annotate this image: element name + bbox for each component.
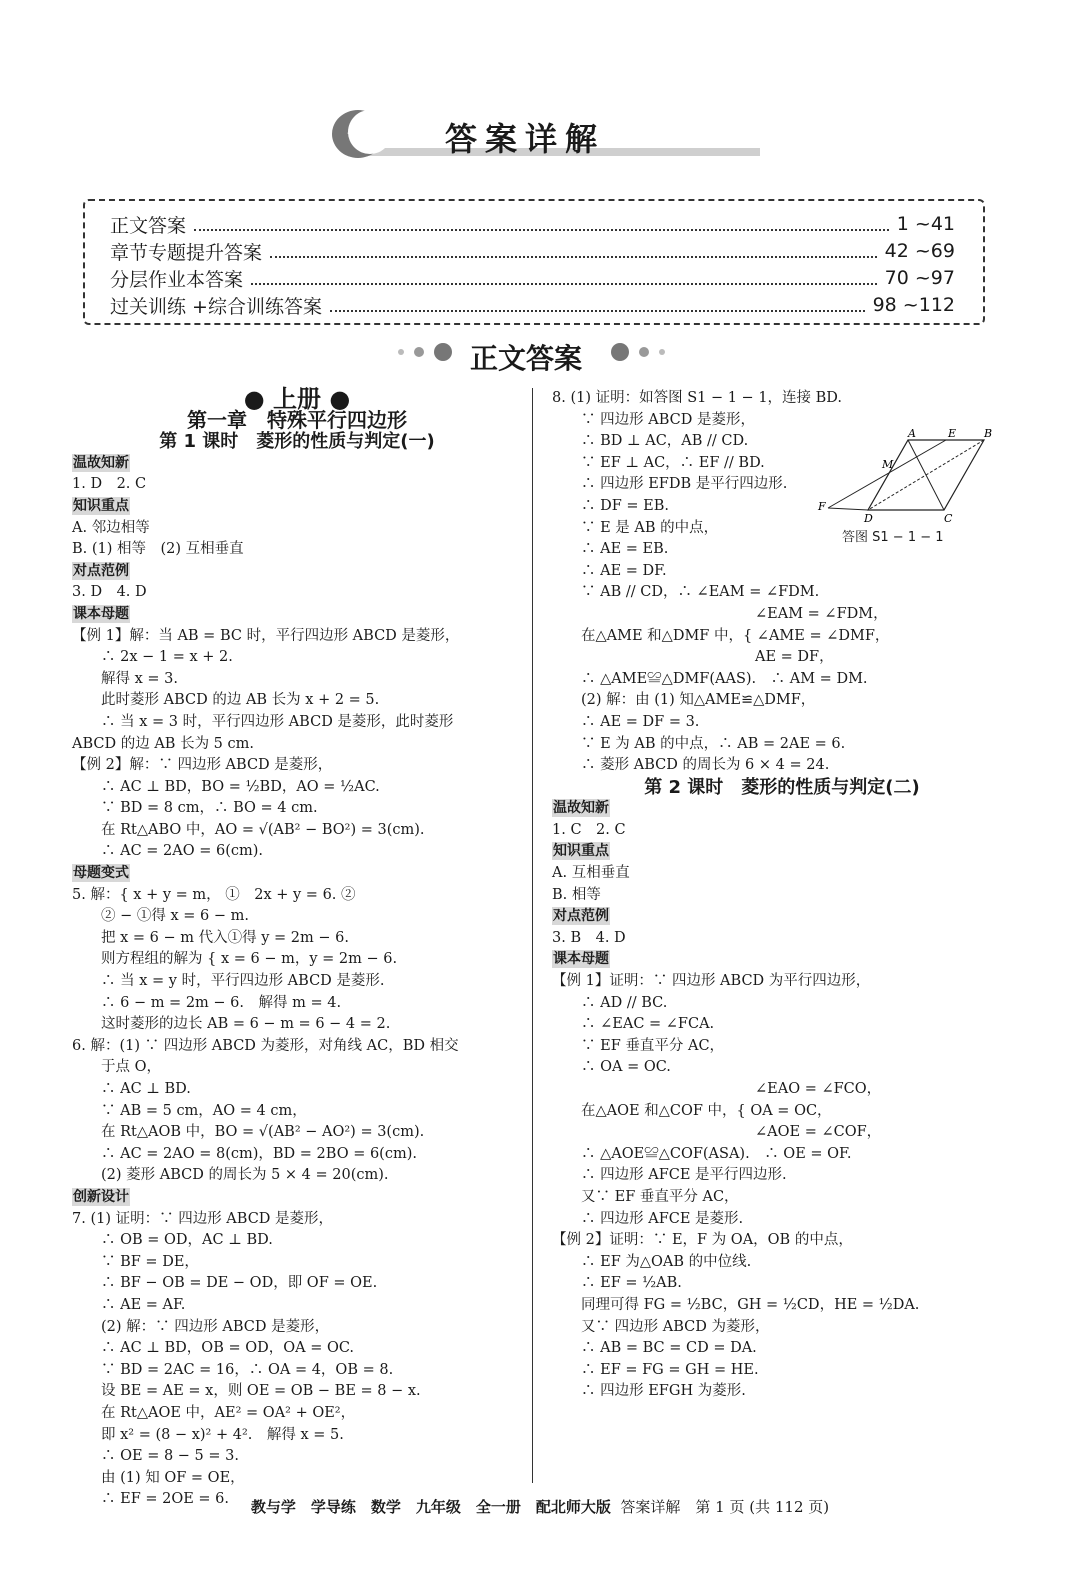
answer-line: 同理可得 FG = ½BC，GH = ½CD，HE = ½DA. xyxy=(552,1296,920,1313)
answer-line: 【例 1】证明：∵ 四边形 ABCD 为平行四边形， xyxy=(552,973,871,990)
answer-line: ABCD 的边 AB 长为 5 cm. xyxy=(72,735,254,752)
section-title: 正文答案 xyxy=(470,342,583,375)
answer-line: ∴ AD // BC. xyxy=(552,994,668,1011)
toc-row[interactable] xyxy=(110,265,955,291)
answer-line: 5. 解：{ x + y = m， ① 2x + y = 6. ② xyxy=(72,886,356,903)
fig-label-B: B xyxy=(984,428,993,440)
svg-text:★: ★ xyxy=(346,125,361,144)
toc-row[interactable] xyxy=(110,211,955,237)
answer-line: 【例 1】解：当 AB = BC 时，平行四边形 ABCD 是菱形， xyxy=(72,627,460,644)
answer-line: 【例 2】解：∵ 四边形 ABCD 是菱形， xyxy=(72,757,333,774)
category-tag: 课本母题 xyxy=(73,605,129,622)
section-dots-right xyxy=(608,342,668,362)
answer-line: ∴ AC = 2AO = 6(cm). xyxy=(72,843,264,860)
answer-line xyxy=(72,496,522,518)
header-banner xyxy=(330,108,770,160)
answer-line: 在△AME 和△DMF 中，{ ∠AME = ∠DMF， xyxy=(552,627,890,644)
page-footer xyxy=(0,1496,1080,1517)
answer-line: ∴ ∠EAC = ∠FCA. xyxy=(552,1016,715,1033)
answer-line: ∴ △AME≌△DMF(AAS). ∴ AM = DM. xyxy=(552,670,868,687)
toc-label: 分层作业本答案 xyxy=(110,268,244,291)
answer-line: ∴ 四边形 EFDB 是平行四边形. xyxy=(552,476,788,493)
answer-line: ∴ OA = OC. xyxy=(552,1059,671,1076)
answer-line: 1. D 2. C xyxy=(72,476,147,493)
answer-line: ∴ AC ⊥ BD. xyxy=(72,1081,191,1097)
answer-line: 6. 解：(1) ∵ 四边形 ABCD 为菱形，对角线 AC，BD 相交 xyxy=(72,1037,459,1054)
volume-title: ● 上册 ● xyxy=(243,384,351,413)
answer-line: ∴ EF = 2OE = 6. xyxy=(72,1491,230,1508)
answer-line: (2) 菱形 ABCD 的周长为 5 × 4 = 20(cm). xyxy=(72,1167,389,1184)
answer-line: ∠EAM = ∠FDM， xyxy=(552,605,888,622)
fig-label-E: E xyxy=(948,428,957,440)
answer-line: ∴ △AOE≌△COF(ASA). ∴ OE = OF. xyxy=(552,1145,852,1162)
answer-line: ∴ 四边形 AFCE 是菱形. xyxy=(552,1210,744,1227)
toc-pages: 98 ~112 xyxy=(872,294,955,316)
chapter-title: 第一章 特殊平行四边形 xyxy=(187,407,407,432)
left-answer-lines xyxy=(72,453,522,1511)
answer-line: ∴ EF = ½AB. xyxy=(552,1275,682,1292)
answer-line: A. 互相垂直 xyxy=(552,865,630,882)
answer-line: 又∵ EF 垂直平分 AC， xyxy=(552,1188,739,1205)
left-column xyxy=(72,384,522,1511)
answer-line: A. 邻边相等 xyxy=(72,519,150,536)
figure-diagram xyxy=(810,428,1000,528)
answer-line: 于点 O， xyxy=(72,1059,161,1076)
toc-label: 过关训练 +综合训练答案 xyxy=(110,295,322,318)
answer-line: ∴ 四边形 AFCE 是平行四边形. xyxy=(552,1167,787,1184)
toc-pages: 42 ~69 xyxy=(884,240,955,262)
section-dots-left xyxy=(395,342,455,362)
answer-line: ∴ 当 x = 3 时，平行四边形 ABCD 是菱形，此时菱形 xyxy=(72,713,454,730)
answer-line: ∴ 四边形 EFGH 为菱形. xyxy=(552,1383,746,1400)
category-tag: 母题变式 xyxy=(73,865,129,882)
answer-line: 在 Rt△AOB 中，BO = √(AB² − AO²) = 3(cm). xyxy=(72,1124,425,1141)
answer-line: B. (1) 相等 (2) 互相垂直 xyxy=(72,541,244,558)
answer-line xyxy=(72,561,522,583)
answer-line: ∴ EF 为△OAB 的中位线. xyxy=(552,1253,752,1270)
fig-label-M: M xyxy=(882,458,894,471)
answer-line xyxy=(72,604,522,626)
answer-line: 7. (1) 证明：∵ 四边形 ABCD 是菱形， xyxy=(72,1210,334,1227)
fig-label-D: D xyxy=(864,512,873,525)
answer-line: ∴ OE = 8 − 5 = 3. xyxy=(72,1448,239,1465)
answer-line: 设 BE = AE = x，则 OE = OB − BE = 8 − x. xyxy=(72,1383,421,1400)
fig-label-F: F xyxy=(818,500,826,513)
answer-line: ∵ E 为 AB 的中点，∴ AB = 2AE = 6. xyxy=(552,735,846,752)
category-tag: 温故知新 xyxy=(553,800,609,817)
category-tag: 创新设计 xyxy=(73,1188,129,1205)
category-tag: 温故知新 xyxy=(73,454,129,471)
answer-line: ∵ AB = 5 cm，AO = 4 cm， xyxy=(72,1102,307,1119)
answer-line: ∴ 6 − m = 2m − 6. 解得 m = 4. xyxy=(72,994,342,1011)
answer-line: ∴ AE = EB. xyxy=(552,541,669,558)
answer-line: ∴ 当 x = y 时，平行四边形 ABCD 是菱形. xyxy=(72,973,385,990)
figure-rhombus xyxy=(810,428,1000,548)
answer-line: ∴ AC = 2AO = 8(cm)，BD = 2BO = 6(cm). xyxy=(72,1145,417,1162)
category-tag: 课本母题 xyxy=(553,951,609,968)
toc-label: 正文答案 xyxy=(110,214,187,237)
answer-line xyxy=(552,949,1012,971)
lesson-title-2: 第 2 课时 菱形的性质与判定(二) xyxy=(644,776,920,798)
answer-line: ∵ 四边形 ABCD 是菱形， xyxy=(552,411,755,428)
answer-line: 则方程组的解为 { x = 6 − m，y = 2m − 6. xyxy=(72,951,398,968)
answer-line: ∵ E 是 AB 的中点， xyxy=(552,519,719,536)
table-of-contents xyxy=(83,199,985,325)
toc-label: 章节专题提升答案 xyxy=(110,241,263,264)
fig-label-A: A xyxy=(908,428,916,440)
answer-line: (2) 解：由 (1) 知△AME≌△DMF， xyxy=(552,692,816,709)
answer-line: ∴ AC ⊥ BD，OB = OD，OA = OC. xyxy=(72,1340,355,1357)
answer-line: ∵ EF 垂直平分 AC， xyxy=(552,1037,725,1054)
toc-pages: 1 ~41 xyxy=(896,213,955,235)
answer-line: 把 x = 6 − m 代入①得 y = 2m − 6. xyxy=(72,929,349,946)
answer-line: 【例 2】证明：∵ E，F 为 OA，OB 的中点， xyxy=(552,1232,853,1249)
answer-line: ∴ BD ⊥ AC，AB // CD. xyxy=(552,433,749,450)
answer-line: ∴ AE = DF = 3. xyxy=(552,713,700,730)
answer-line: 由 (1) 知 OF = OE， xyxy=(72,1469,245,1486)
category-tag: 对点范例 xyxy=(553,908,609,925)
answer-line: 解得 x = 3. xyxy=(72,670,178,687)
answer-line: 8. (1) 证明：如答图 S1 − 1 − 1，连接 BD. xyxy=(552,390,843,406)
answer-line: ∴ 菱形 ABCD 的周长为 6 × 4 = 24. xyxy=(552,757,830,774)
answer-line xyxy=(72,453,522,475)
answer-line: 在△AOE 和△COF 中，{ OA = OC， xyxy=(552,1102,832,1119)
answer-line xyxy=(552,798,1012,820)
toc-row[interactable] xyxy=(110,292,955,318)
footer-page: 答案详解 第 1 页 (共 112 页) xyxy=(620,1498,830,1516)
answer-line: 这时菱形的边长 AB = 6 − m = 6 − 4 = 2. xyxy=(72,1016,391,1033)
answer-line xyxy=(552,906,1012,928)
answer-line: ∴ BF − OB = DE − OD，即 OF = OE. xyxy=(72,1275,378,1292)
answer-line: 3. D 4. D xyxy=(72,584,147,601)
answer-line: ∴ 2x − 1 = x + 2. xyxy=(72,649,233,666)
fig-label-C: C xyxy=(944,512,953,525)
category-tag: 知识重点 xyxy=(553,843,609,860)
toc-pages: 70 ~97 xyxy=(884,267,955,289)
banner-title: 答案详解 xyxy=(445,120,606,158)
toc-row[interactable] xyxy=(110,238,955,264)
answer-line: ∴ AB = BC = CD = DA. xyxy=(552,1340,757,1357)
answer-line: ② − ①得 x = 6 − m. xyxy=(72,908,249,925)
answer-line: AE = DF， xyxy=(552,649,834,666)
answer-line: ∵ BD = 8 cm，∴ BO = 4 cm. xyxy=(72,800,318,817)
category-tag: 对点范例 xyxy=(73,562,129,579)
answer-line xyxy=(552,841,1012,863)
answer-line: 1. C 2. C xyxy=(552,821,626,838)
answer-line: ∠AOE = ∠COF， xyxy=(552,1124,882,1141)
answer-line: ∵ EF ⊥ AC，∴ EF // BD. xyxy=(552,454,765,471)
right-answer-lines-b xyxy=(552,798,1012,1403)
answer-line: 在 Rt△ABO 中，AO = √(AB² − BO²) = 3(cm). xyxy=(72,821,425,838)
footer-series: 教与学 学导练 数学 九年级 全一册 配北师大版 xyxy=(250,1498,611,1516)
answer-line: ∴ DF = EB. xyxy=(552,497,670,514)
answer-line: 在 Rt△AOE 中，AE² = OA² + OE²， xyxy=(72,1404,356,1421)
answer-line: ∴ AE = AF. xyxy=(72,1296,186,1313)
column-divider xyxy=(532,388,533,1483)
answer-line: 即 x² = (8 − x)² + 4². 解得 x = 5. xyxy=(72,1426,344,1443)
answer-line: ∴ EF = FG = GH = HE. xyxy=(552,1361,759,1378)
answer-line: (2) 解：∵ 四边形 ABCD 是菱形， xyxy=(72,1318,330,1335)
figure-caption: 答图 S1 − 1 − 1 xyxy=(842,530,944,545)
answer-line xyxy=(72,1187,522,1209)
answer-line: B. 相等 xyxy=(552,886,601,903)
answer-line: ∠EAO = ∠FCO， xyxy=(552,1081,882,1097)
answer-line xyxy=(72,863,522,885)
answer-line: 此时菱形 ABCD 的边 AB 长为 x + 2 = 5. xyxy=(72,692,380,709)
category-tag: 知识重点 xyxy=(73,497,129,514)
answer-line: ∴ AE = DF. xyxy=(552,562,667,579)
answer-line: ∵ AB // CD，∴ ∠EAM = ∠FDM. xyxy=(552,584,820,601)
answer-line: ∴ OB = OD，AC ⊥ BD. xyxy=(72,1232,273,1249)
answer-line: 又∵ 四边形 ABCD 为菱形， xyxy=(552,1318,770,1335)
answer-line: ∵ BF = DE， xyxy=(72,1253,199,1270)
answer-line: ∵ BD = 2AC = 16，∴ OA = 4，OB = 8. xyxy=(72,1361,394,1378)
answer-line: ∴ AC ⊥ BD，BO = ½BD，AO = ½AC. xyxy=(72,778,380,795)
answer-line: 3. B 4. D xyxy=(552,929,626,946)
lesson-title: 第 1 课时 菱形的性质与判定(一) xyxy=(159,431,435,453)
